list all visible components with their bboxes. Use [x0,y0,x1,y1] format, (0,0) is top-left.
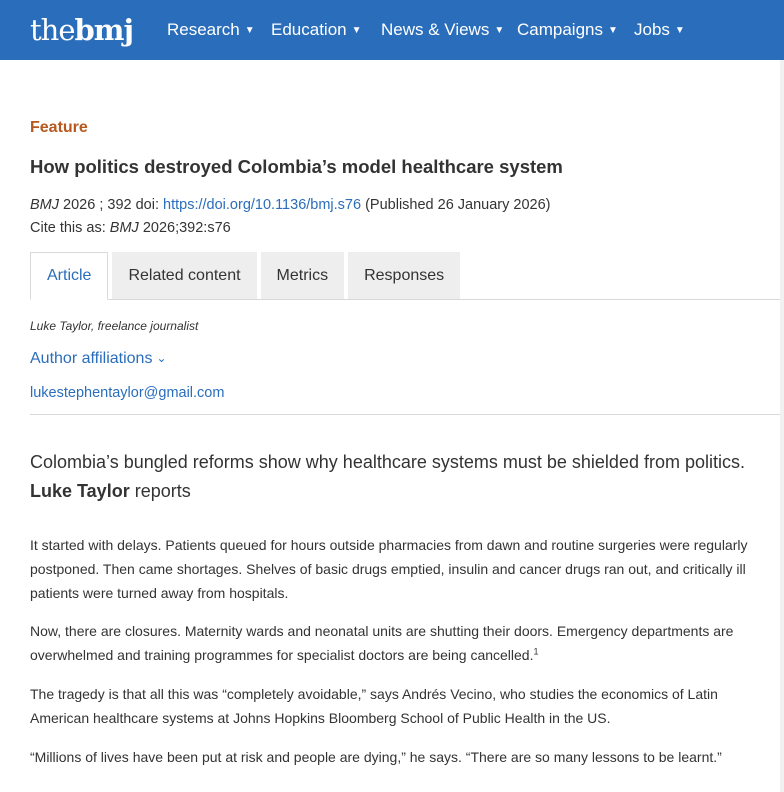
page-scrollbar[interactable] [780,60,784,792]
logo-bmj: bmj [74,13,133,47]
standfirst [30,448,780,506]
nav-campaigns[interactable] [517,0,618,60]
author-affiliations-toggle[interactable] [30,347,167,370]
cite-reference: 2026;392:s76 [142,220,231,236]
chevron-down-icon: ▼ [608,24,618,36]
chevron-down-icon: ▼ [244,24,255,36]
standfirst-byline: Luke Taylor [30,481,130,501]
chevron-down-icon: ▼ [494,24,505,36]
tab-article[interactable]: Article [30,252,108,300]
nav-research[interactable] [167,0,255,60]
meta-published: (Published 26 January 2026) [365,197,551,213]
standfirst-text: Colombia’s bungled reforms show why healthcare systems must be shielded from politics. [30,452,745,472]
nav-education[interactable] [271,0,362,60]
nav-campaigns-label: Campaigns [517,20,603,39]
body-paragraph-2-text: Now, there are closures. Maternity wards and neonatal units are shutting their doors. Emergency departments are overwhelmed and training programmes for specialist doctors are being cancelled. [30,623,734,663]
nav-jobs[interactable] [634,0,685,60]
bmj-logo[interactable] [30,10,133,50]
author-divider [30,414,780,415]
nav-news-views-label: News & Views [381,20,490,39]
author-line: Luke Taylor, freelance journalist [30,319,199,333]
doi-link[interactable]: https://doi.org/10.1136/bmj.s76 [163,197,362,213]
nav-jobs-label: Jobs [634,20,670,39]
chevron-down-icon: ▼ [674,24,685,36]
article-type: Feature [30,119,88,136]
tabs-divider [30,299,780,300]
nav-education-label: Education [271,20,347,39]
chevron-down-icon: ⌄ [156,351,167,365]
author-affiliations-label: Author affiliations [30,350,153,367]
author-email-link[interactable]: lukestephentaylor@gmail.com [30,385,225,401]
article-title: How politics destroyed Colombia’s model healthcare system [30,156,563,177]
standfirst-suffix: reports [134,481,191,501]
logo-the: the [30,13,75,47]
nav-research-label: Research [167,20,240,39]
meta-doi-label: doi: [135,197,159,213]
body-paragraph-3: The tragedy is that all this was “completely avoidable,” says Andrés Vecino, who studies the economics of Latin American healthcare systems at Johns Hopkins Bloomberg School of Public Health in the US. [30,686,718,726]
site-header [0,0,784,60]
body-paragraph-4: “Millions of lives have been put at risk and people are dying,” he says. “There are so many lessons to be learnt.” [30,749,722,765]
tab-related-content[interactable]: Related content [112,252,256,300]
cite-prefix: Cite this as: [30,220,106,236]
tab-metrics[interactable]: Metrics [261,252,345,300]
cite-journal: BMJ [109,220,139,236]
nav-news-views[interactable] [381,0,504,60]
meta-journal: BMJ [30,197,59,213]
body-paragraph-1: It started with delays. Patients queued for hours outside pharmacies from dawn and routine surgeries were regularly postponed. Then came shortages. Shelves of basic drugs emptied, insulin and cancer drugs ran out, and critically ill patients were turned away from hospitals. [30,537,748,601]
article-meta [30,195,551,215]
chevron-down-icon: ▼ [351,24,362,36]
tab-responses[interactable]: Responses [348,252,460,300]
article-tabs [30,252,464,300]
body-paragraph-2 [30,619,778,667]
cite-as [30,218,231,238]
footnote-ref-link[interactable]: 1 [533,646,539,657]
meta-year-volume: 2026 ; 392 [63,197,132,213]
